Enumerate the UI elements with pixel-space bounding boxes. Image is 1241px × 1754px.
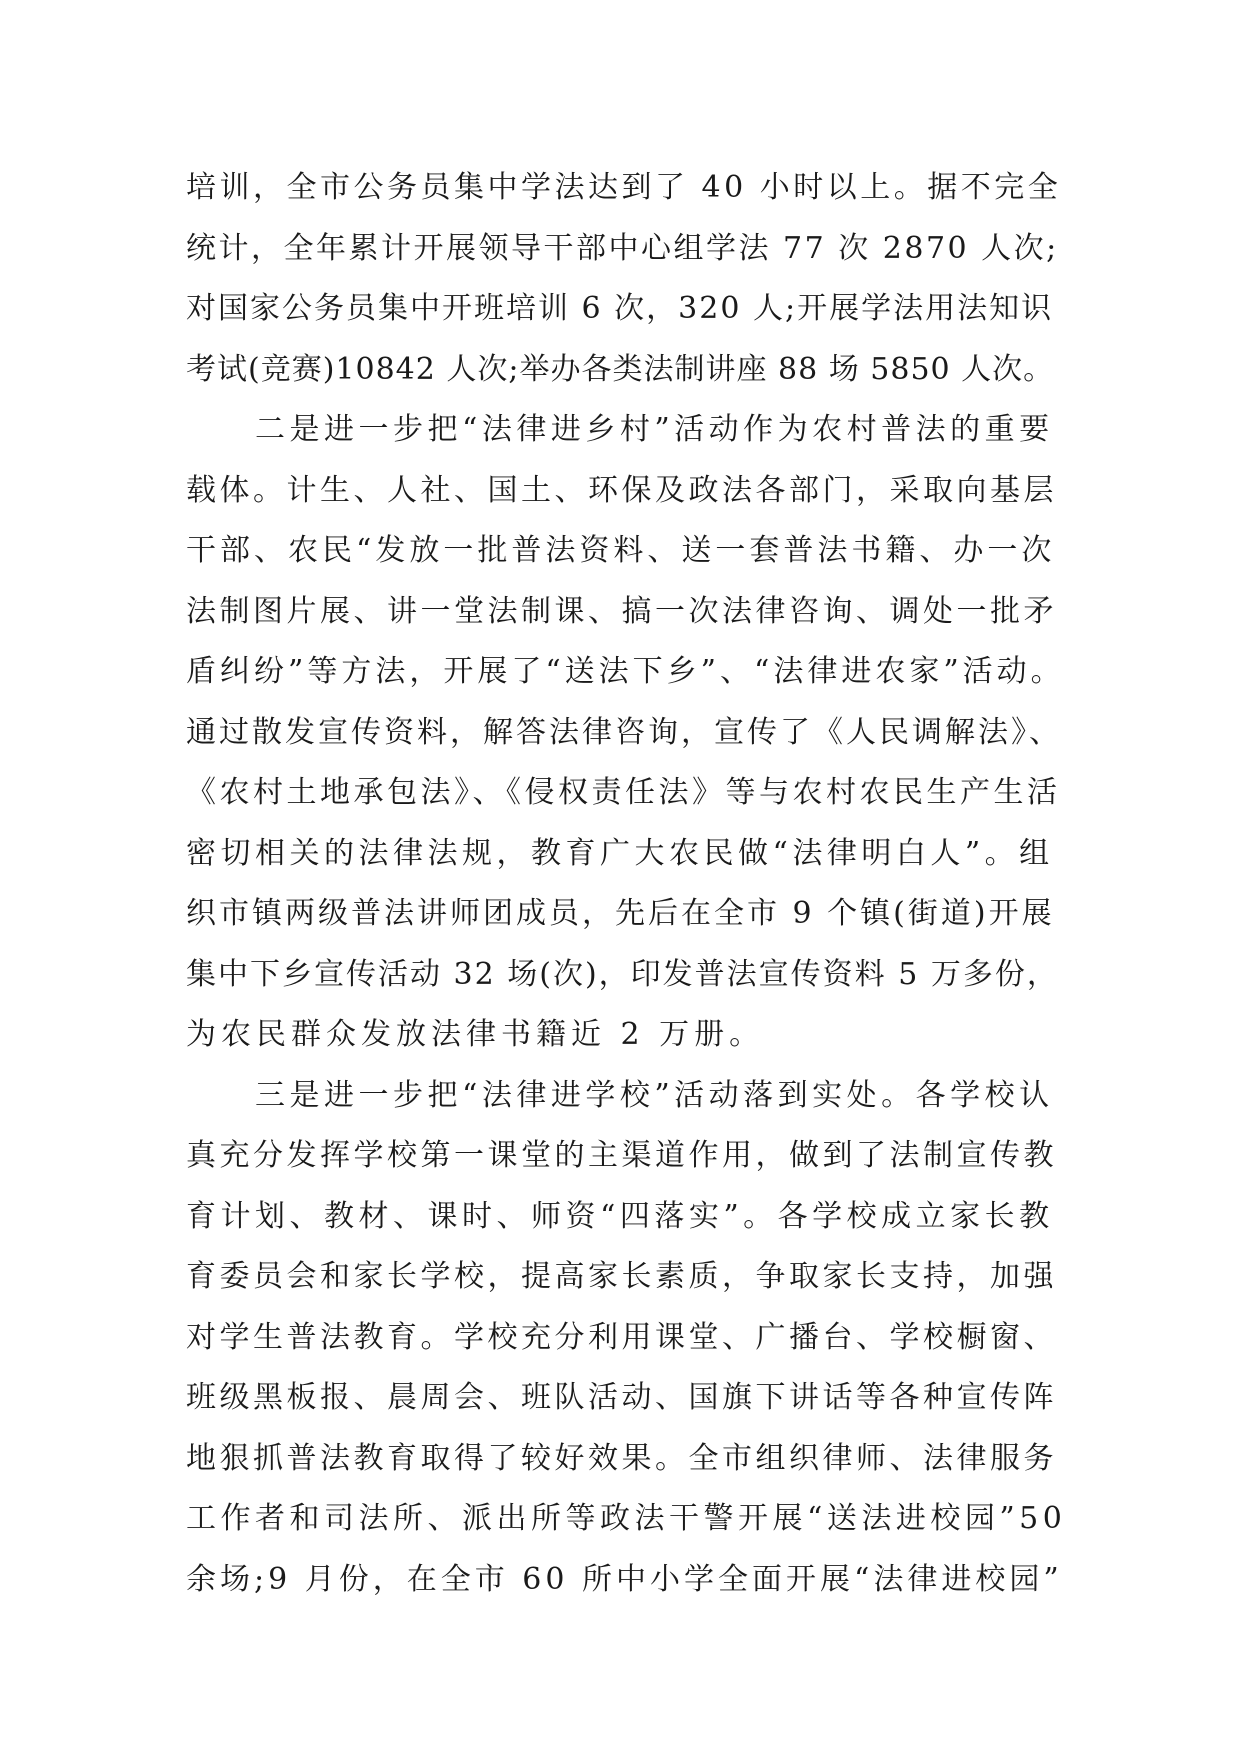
paragraph-start-line: 二是进一步把“法律进乡村”活动作为农村普法的重要 xyxy=(186,412,1054,447)
text-line: 盾纠纷”等方法，开展了“送法下乡”、“法律进农家”活动。 xyxy=(186,654,1065,689)
text-line: 考试(竞赛)10842 人次;举办各类法制讲座 88 场 5850 人次。 xyxy=(186,351,1055,387)
text-line: 地狠抓普法教育取得了较好效果。全市组织律师、法律服务 xyxy=(186,1440,1057,1476)
body-text xyxy=(186,158,1066,1610)
text-line: 载体。计生、人社、国土、环保及政法各部门，采取向基层 xyxy=(186,472,1057,508)
text-line: 法制图片展、讲一堂法制课、搞一次法律咨询、调处一批矛 xyxy=(186,593,1057,629)
text-line: 班级黑板报、晨周会、班队活动、国旗下讲话等各种宣传阵 xyxy=(186,1380,1057,1415)
text-line: 为农民群众发放法律书籍近 2 万册。 xyxy=(186,1017,765,1052)
text-line: 密切相关的法律法规，教育广大农民做“法律明白人”。组 xyxy=(186,835,1054,871)
text-line: 织市镇两级普法讲师团成员，先后在全市 9 个镇(街道)开展 xyxy=(186,896,1055,931)
text-line: 真充分发挥学校第一课堂的主渠道作用，做到了法制宣传教 xyxy=(186,1138,1057,1173)
text-line: 干部、农民“发放一批普法资料、送一套普法书籍、办一次 xyxy=(186,533,1056,568)
text-line: 工作者和司法所、派出所等政法干警开展“送法进校园”50 xyxy=(186,1501,1067,1536)
text-line: 通过散发宣传资料，解答法律咨询，宣传了《人民调解法》、 xyxy=(186,714,1062,750)
text-line: 余场;9 月份，在全市 60 所中小学全面开展“法律进校园” xyxy=(186,1561,1063,1597)
text-line: 对学生普法教育。学校充分利用课堂、广播台、学校橱窗、 xyxy=(186,1319,1057,1355)
text-line: 育计划、教材、课时、师资“四落实”。各学校成立家长教 xyxy=(186,1198,1054,1234)
paragraph-start-line: 三是进一步把“法律进学校”活动落到实处。各学校认 xyxy=(186,1077,1054,1113)
text-line: 《农村土地承包法》、《侵权责任法》等与农村农民生产生活 xyxy=(186,775,1061,810)
text-line: 培训，全市公务员集中学法达到了 40 小时以上。据不完全 xyxy=(186,170,1062,205)
text-line: 集中下乡宣传活动 32 场(次)，印发普法宣传资料 5 万多份， xyxy=(186,956,1059,992)
text-line: 育委员会和家长学校，提高家长素质，争取家长支持，加强 xyxy=(186,1259,1057,1294)
text-line: 对国家公务员集中开班培训 6 次，320 人;开展学法用法知识 xyxy=(186,291,1054,326)
text-line: 统计，全年累计开展领导干部中心组学法 77 次 2870 人次; xyxy=(186,230,1059,266)
